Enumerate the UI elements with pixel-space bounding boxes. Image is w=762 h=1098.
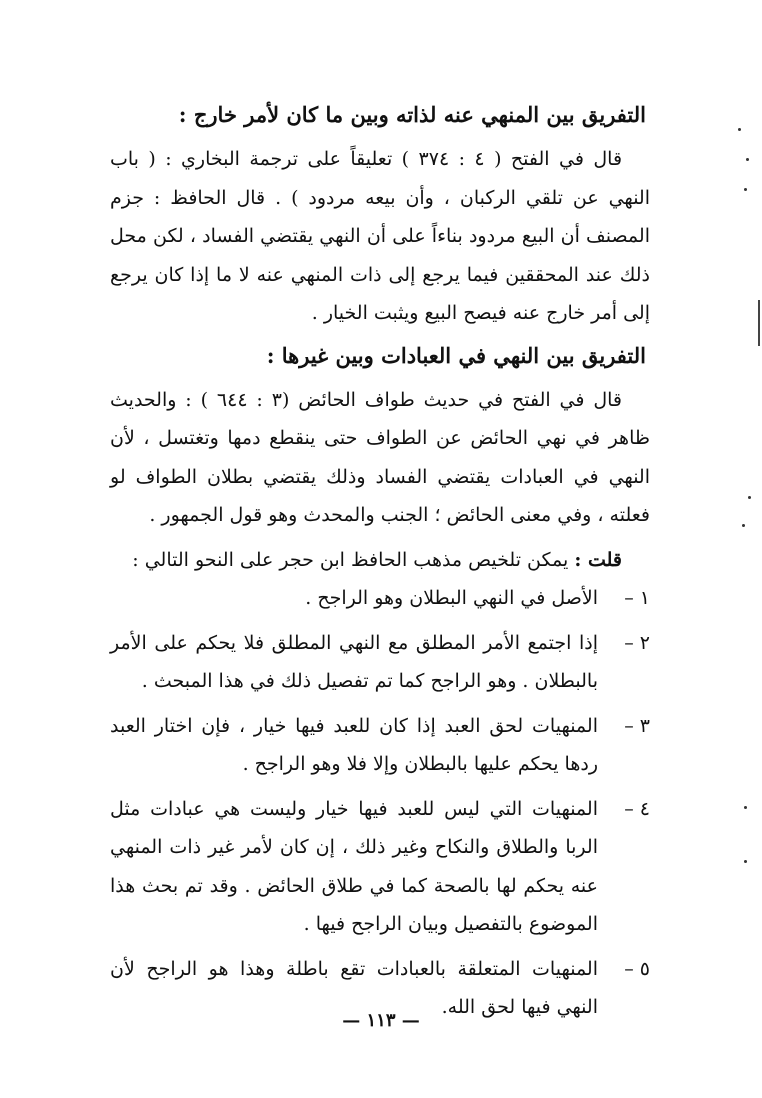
section-heading-2: التفريق بين النهي في العبادات وبين غيرها : xyxy=(266,342,646,368)
list-item-number: ٤ – xyxy=(624,797,650,820)
scan-mark xyxy=(738,128,741,131)
list-item-text: المنهيات التي ليس للعبد فيها خيار وليست هي عبادات مثل الربا والطلاق والنكاح وغير ذلك ، إن كان لأمر غير ذات المنهي عنه يحكم لها بالصحة كما في طلاق الحائض . وقد تم بحث هذا الموضوع بالتفصيل وبيان الراجح فيها . xyxy=(110,797,598,935)
paragraph-1: قال في الفتح ( ٤ : ٣٧٤ ) تعليقاً على ترجمة البخاري : ( باب النهي عن تلقي الركبان ، وأن بيعه مردود ) . قال الحافظ : جزم المصنف أن البيع مردود بناءاً على أن النهي يقتضي الفساد ، لكن محل ذلك عند المحققين فيما يرجع إلى ذات المنهي عنه لا ما إذا كان يرجع إلى أمر خارج عنه فيصح البيع ويثبت الخيار . xyxy=(110,148,650,324)
scan-mark xyxy=(744,860,747,863)
summary-text: يمكن تلخيص مذهب الحافظ ابن حجر على النحو التالي : xyxy=(132,548,569,571)
list-item xyxy=(110,707,650,784)
page-body xyxy=(110,96,650,1033)
summary-paragraph xyxy=(110,541,650,580)
page-number: — ١١٣ — xyxy=(342,1010,420,1031)
list-item-text: المنهيات المتعلقة بالعبادات تقع باطلة وهذا هو الراجح لأن النهي فيها لحق الله. xyxy=(110,957,598,1018)
summary-label: قلت : xyxy=(574,548,622,571)
scan-edge-line xyxy=(758,300,760,346)
scan-mark xyxy=(742,524,745,527)
list-item xyxy=(110,624,650,701)
scan-mark xyxy=(744,806,747,809)
list-item-text: إذا اجتمع الأمر المطلق مع النهي المطلق فلا يحكم على الأمر بالبطلان . وهو الراجح كما تم تفصيل ذلك في هذا المبحث . xyxy=(110,631,598,692)
points-list xyxy=(110,579,650,1027)
list-item-text: الأصل في النهي البطلان وهو الراجح . xyxy=(305,587,598,609)
list-item-number: ٢ – xyxy=(624,631,650,654)
scan-mark xyxy=(748,496,751,499)
section-heading-1: التفريق بين المنهي عنه لذاته وبين ما كان لأمر خارج : xyxy=(178,102,646,127)
paragraph-2: قال في الفتح في حديث طواف الحائض (٣ : ٦٤٤ ) : والحديث ظاهر في نهي الحائض عن الطواف حتى ينقطع دمها وتغتسل ، لأن النهي في العبادات يقتضي الفساد وذلك يقتضي بطلان الطواف لو فعلته ، وفي معنى الحائض ؛ الجنب والمحدث وهو قول الجمهور . xyxy=(110,388,650,526)
list-item-number: ٣ – xyxy=(624,714,650,737)
list-item-number: ١ – xyxy=(624,587,650,609)
list-item-number: ٥ – xyxy=(624,957,650,980)
scan-mark xyxy=(744,188,747,191)
list-item-text: المنهيات لحق العبد إذا كان للعبد فيها خيار ، فإن اختار العبد ردها يحكم عليها بالبطلان وإلا فلا وهو الراجح . xyxy=(110,714,598,775)
list-item xyxy=(110,579,650,618)
list-item xyxy=(110,790,650,944)
scan-mark xyxy=(746,158,749,161)
